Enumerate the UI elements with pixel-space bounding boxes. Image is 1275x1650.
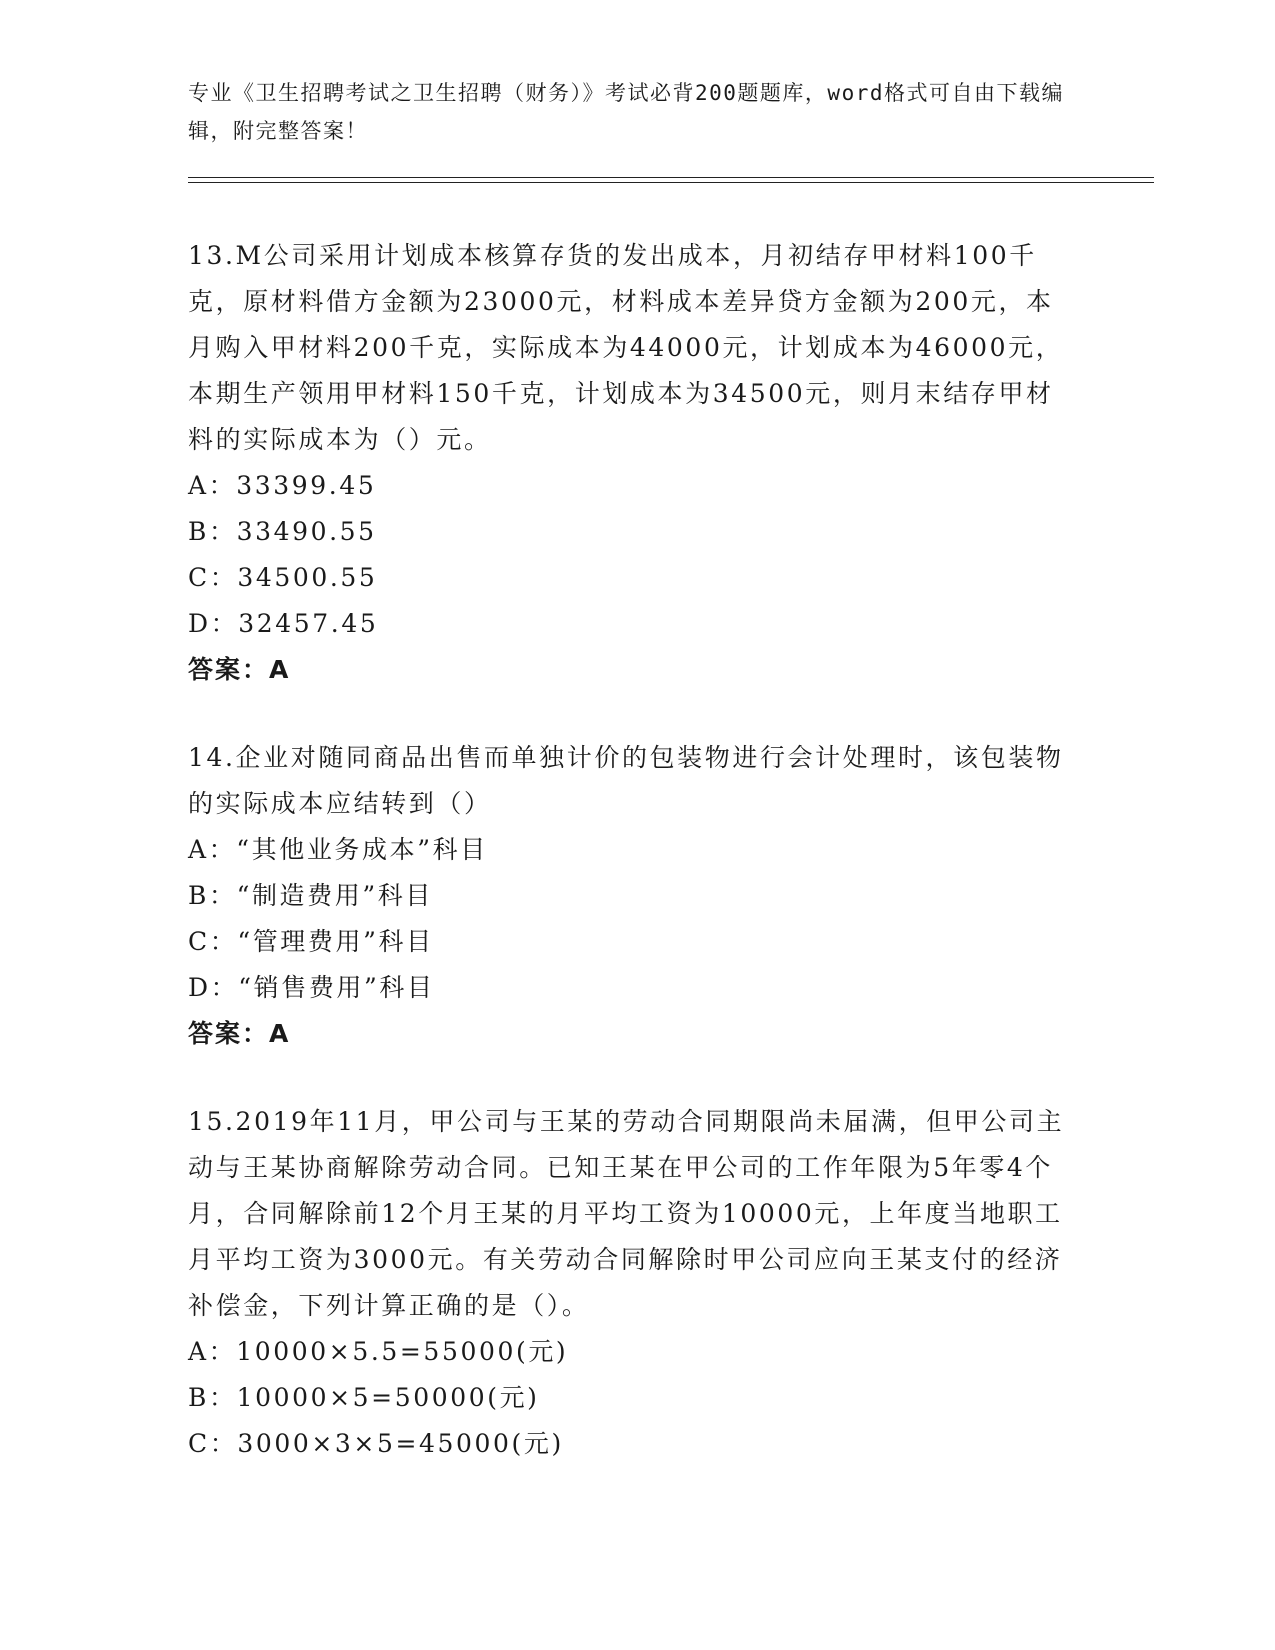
option-c: C：34500.55 [188,563,378,592]
option-c: C：“管理费用”科目 [188,927,434,956]
option-a: A：“其他业务成本”科目 [188,835,488,864]
answer-label: 答案：A [188,1019,291,1048]
option-list [188,463,1078,647]
option-a: A：10000×5.5=55000(元) [188,1337,569,1366]
option-list [188,827,1078,1011]
option-list [188,1329,1078,1467]
option-b: B：10000×5=50000(元) [188,1383,540,1412]
question-13 [188,233,1078,693]
question-15 [188,1099,1078,1467]
question-14 [188,735,1078,1057]
question-stem: 14.企业对随同商品出售而单独计价的包装物进行会计处理时，该包装物的实际成本应结转到（） [188,743,1064,818]
question-stem: 15.2019年11月，甲公司与王某的劳动合同期限尚未届满，但甲公司主动与王某协商解除劳动合同。已知王某在甲公司的工作年限为5年零4个月，合同解除前12个月王某的月平均工资为10000元，上年度当地职工月平均工资为3000元。有关劳动合同解除时甲公司应向王某支付的经济补偿金，下列计算正确的是（）。 [188,1107,1065,1320]
option-c: C：3000×3×5=45000(元) [188,1429,564,1458]
document-header: 专业《卫生招聘考试之卫生招聘（财务）》考试必背200题题库，word格式可自由下载编辑，附完整答案！ [188,81,1064,143]
header-divider-top [188,177,1154,178]
option-b: B：“制造费用”科目 [188,881,433,910]
option-b: B：33490.55 [188,517,377,546]
option-a: A：33399.45 [188,471,377,500]
question-stem: 13.M公司采用计划成本核算存货的发出成本，月初结存甲材料100千克，原材料借方金额为23000元，材料成本差异贷方金额为200元，本月购入甲材料200千克，实际成本为44000元，计划成本为46000元，本期生产领用甲材料150千克，计划成本为34500元，则月末结存甲材料的实际成本为（）元。 [188,241,1064,454]
option-d: D：“销售费用”科目 [188,973,435,1002]
answer-label: 答案：A [188,655,291,684]
option-d: D：32457.45 [188,609,379,638]
header-divider-bottom [188,182,1154,183]
